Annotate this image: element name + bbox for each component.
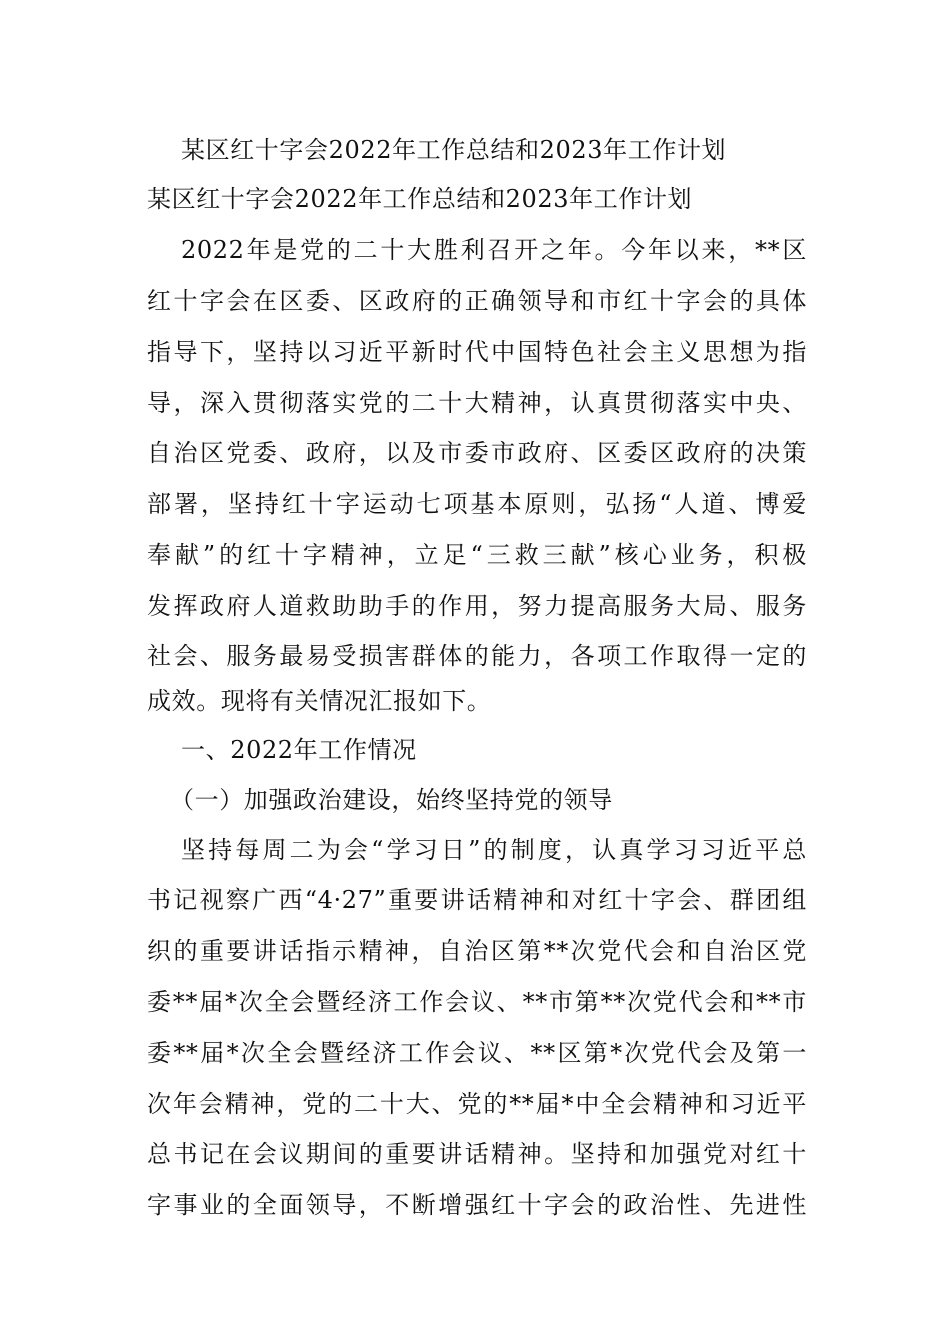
intro-paragraph-line: 指导下，坚持以习近平新时代中国特色社会主义思想为指 xyxy=(147,338,807,366)
section-heading: 一、2022年工作情况 xyxy=(181,736,417,764)
body-paragraph-line: 次年会精神，党的二十大、党的**届*中全会精神和习近平 xyxy=(147,1090,807,1118)
body-paragraph-line: 字事业的全面领导，不断增强红十字会的政治性、先进性 xyxy=(147,1191,807,1219)
subsection-heading: （一）加强政治建设，始终坚持党的领导 xyxy=(170,786,613,814)
intro-paragraph-line: 红十字会在区委、区政府的正确领导和市红十字会的具体 xyxy=(147,287,807,315)
body-paragraph-line: 坚持每周二为会“学习日”的制度，认真学习习近平总 xyxy=(181,836,807,864)
body-paragraph-line: 委**届*次全会暨经济工作会议、**市第**次党代会和**市 xyxy=(147,988,807,1016)
body-paragraph-line: 总书记在会议期间的重要讲话精神。坚持和加强党对红十 xyxy=(147,1140,807,1168)
body-paragraph-line: 织的重要讲话指示精神，自治区第**次党代会和自治区党 xyxy=(147,937,807,965)
document-subtitle: 某区红十字会2022年工作总结和2023年工作计划 xyxy=(147,185,693,213)
intro-paragraph-line: 奉献”的红十字精神，立足“三救三献”核心业务，积极 xyxy=(147,541,807,569)
intro-paragraph-line: 成效。现将有关情况汇报如下。 xyxy=(147,687,492,715)
body-paragraph-line: 书记视察广西“4·27”重要讲话精神和对红十字会、群团组 xyxy=(147,886,807,914)
intro-paragraph-line: 自治区党委、政府，以及市委市政府、区委区政府的决策 xyxy=(147,439,807,467)
intro-paragraph-line: 部署，坚持红十字运动七项基本原则，弘扬“人道、博爱 xyxy=(147,490,807,518)
intro-paragraph-line: 导，深入贯彻落实党的二十大精神，认真贯彻落实中央、 xyxy=(147,389,807,417)
document-title: 某区红十字会2022年工作总结和2023年工作计划 xyxy=(181,136,727,164)
body-paragraph-line: 委**届*次全会暨经济工作会议、**区第*次党代会及第一 xyxy=(147,1039,807,1067)
intro-paragraph-line: 发挥政府人道救助助手的作用，努力提高服务大局、服务 xyxy=(147,592,807,620)
intro-paragraph-line: 社会、服务最易受损害群体的能力，各项工作取得一定的 xyxy=(147,642,807,670)
intro-paragraph-line: 2022年是党的二十大胜利召开之年。今年以来，**区 xyxy=(181,236,807,264)
